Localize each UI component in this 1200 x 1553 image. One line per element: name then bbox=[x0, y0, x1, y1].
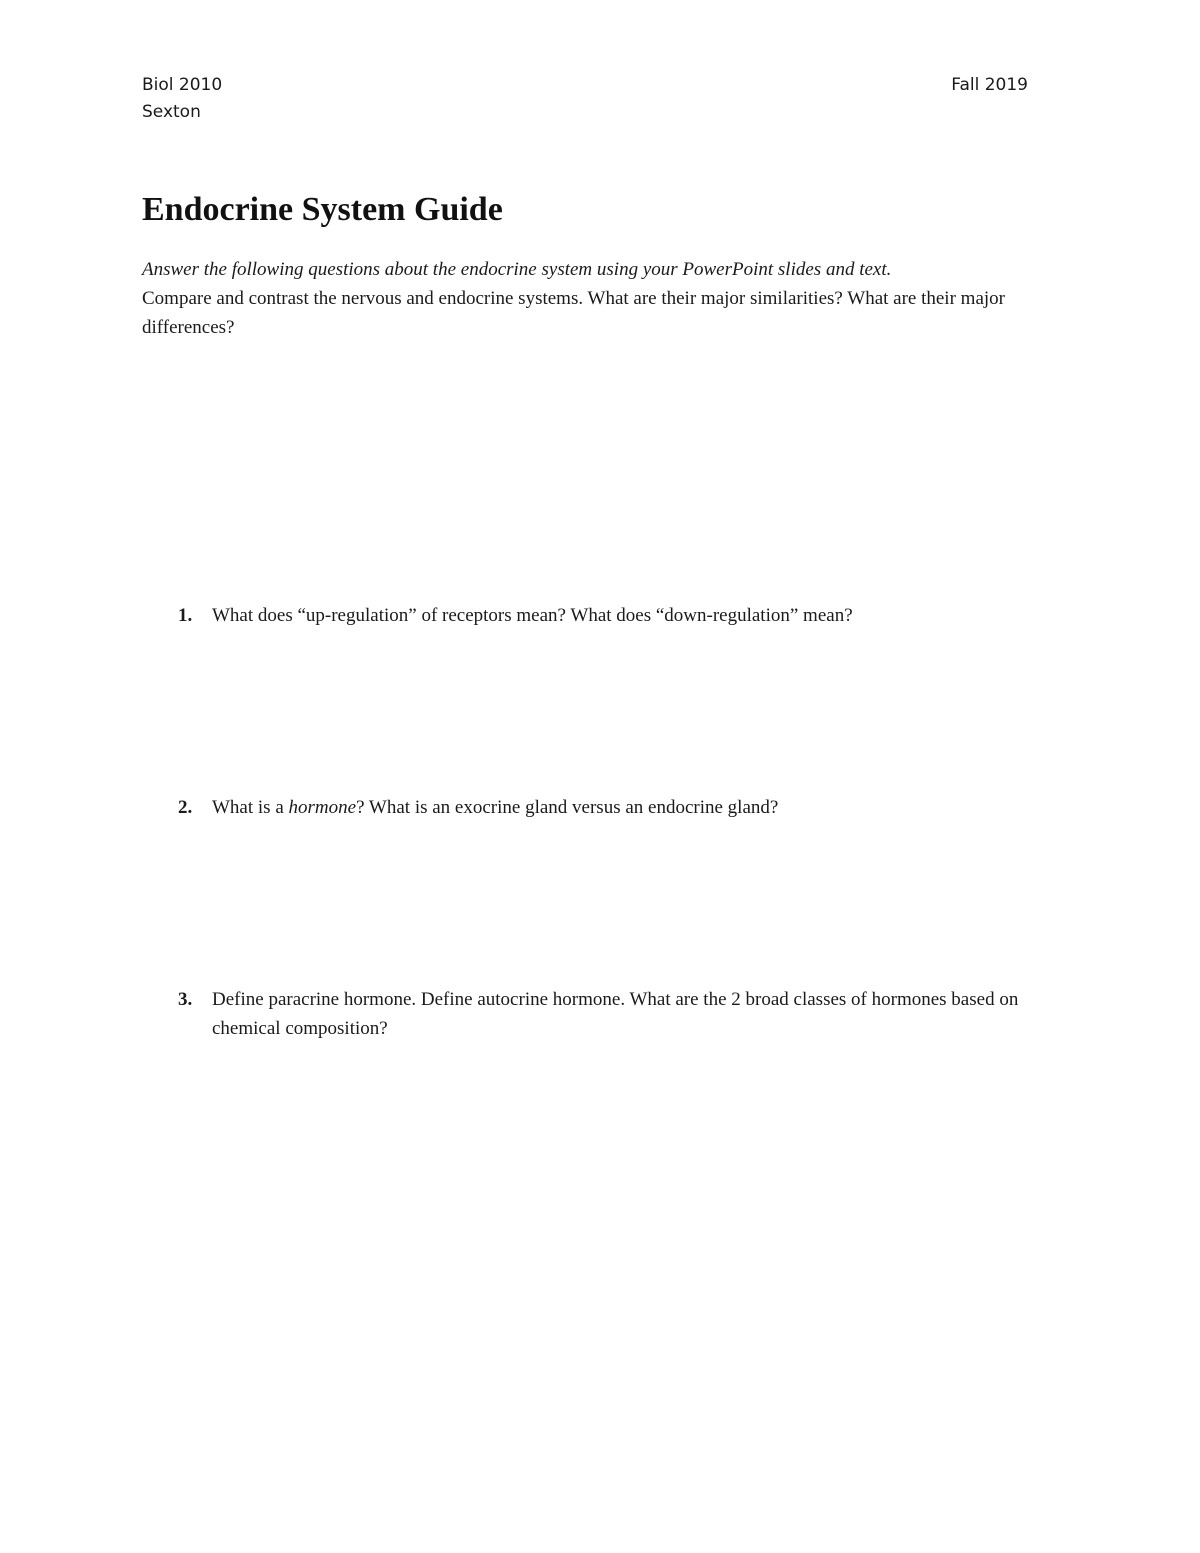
instructor-name: Sexton bbox=[142, 102, 201, 122]
question-1 bbox=[142, 601, 1052, 630]
term-label: Fall 2019 bbox=[951, 75, 1028, 95]
instruction-text: Answer the following questions about the endocrine system using your PowerPoint slides and text. bbox=[142, 259, 892, 280]
header-left bbox=[142, 72, 222, 126]
question-text: Define paracrine hormone. Define autocrine hormone. What are the 2 broad classes of hormones based on chemical composition? bbox=[212, 989, 1019, 1039]
document-title: Endocrine System Guide bbox=[142, 191, 503, 228]
question-number: 3. bbox=[178, 989, 193, 1010]
question-text-part: What is a bbox=[212, 797, 289, 818]
question-text-part: ? What is an exocrine gland versus an endocrine gland? bbox=[356, 797, 779, 818]
question-3 bbox=[142, 985, 1052, 1043]
question-2 bbox=[142, 793, 1052, 822]
intro-question: Compare and contrast the nervous and endocrine systems. What are their major similarities? What are their major differences? bbox=[142, 288, 1005, 338]
question-text: What does “up-regulation” of receptors mean? What does “down-regulation” mean? bbox=[212, 605, 853, 626]
emphasized-term: hormone bbox=[288, 797, 357, 818]
course-code: Biol 2010 bbox=[142, 75, 223, 95]
intro-section bbox=[142, 255, 1042, 342]
question-number: 2. bbox=[178, 797, 193, 818]
question-text bbox=[212, 793, 1052, 822]
question-number: 1. bbox=[178, 605, 193, 626]
